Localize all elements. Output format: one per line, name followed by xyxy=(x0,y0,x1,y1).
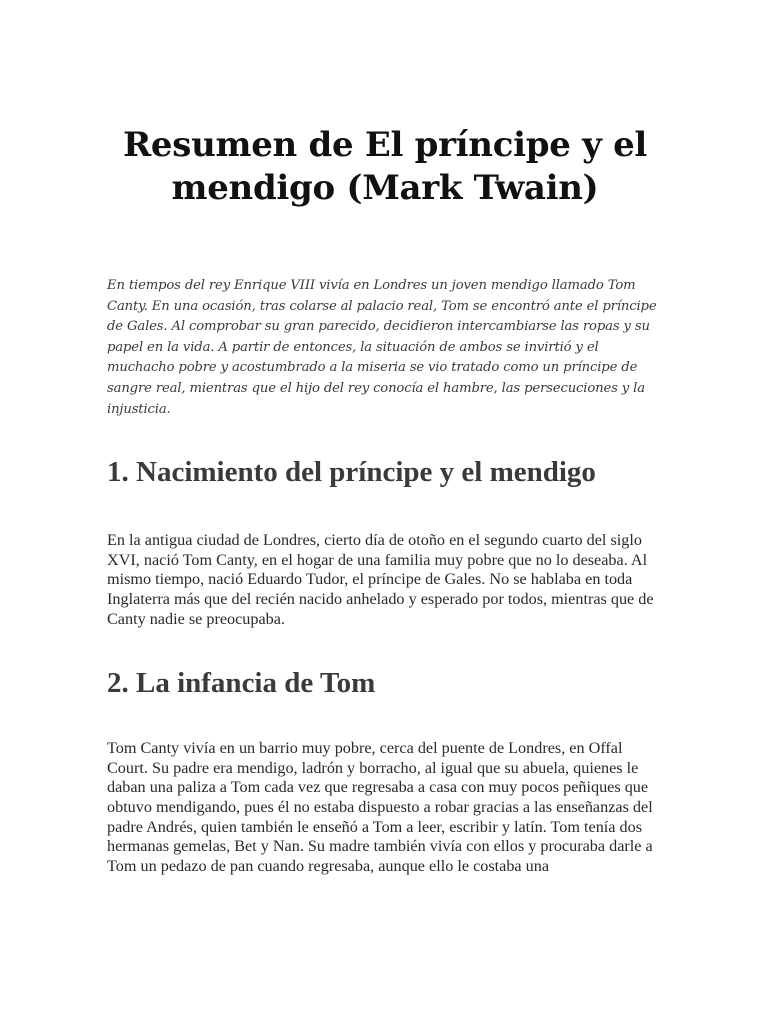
section-heading-childhood: 2. La infancia de Tom xyxy=(107,667,376,700)
section-text-birth: En la antigua ciudad de Londres, cierto día de otoño en el segundo cuarto del siglo XVI, nació Tom Canty, en el hogar de una familia muy pobre que no lo deseaba. Al mismo tiempo, nació Eduardo Tudor, el príncipe de Gales. No se hablaba en toda Inglaterra más que del recién nacido anhelado y esperado por todos, mientras que de Canty nadie se preocupaba. xyxy=(107,531,654,628)
section-text-childhood: Tom Canty vivía en un barrio muy pobre, cerca del puente de Londres, en Offal Court. Su padre era mendigo, ladrón y borracho, al igual que su abuela, quienes le daban una paliza a Tom cada vez que regresaba a casa con muy pocos peñiques que obtuvo mendigando, pues él no estaba dispuesto a robar gracias a las enseñanzas del padre Andrés, quien también le enseñó a Tom a leer, escribir y latín. Tom tenía dos hermanas gemelas, Bet y Nan. Su madre también vivía con ellos y procuraba darle a Tom un pedazo de pan cuando regresaba, aunque ello le costaba una xyxy=(107,739,653,875)
document-page xyxy=(107,124,663,876)
section-heading-birth: 1. Nacimiento del príncipe y el mendigo xyxy=(107,456,596,489)
intro-paragraph: En tiempos del rey Enrique VIII vivía en Londres un joven mendigo llamado Tom Canty. En una ocasión, tras colarse al palacio real, Tom se encontró ante el príncipe de Gales. Al comprobar su gran parecido, decidieron intercambiarse las ropas y su papel en la vida. A partir de entonces, la situación de ambos se invirtió y el muchacho pobre y acostumbrado a la miseria se vio tratado como un príncipe de sangre real, mientras que el hijo del rey conocía el hambre, las persecuciones y la injusticia. xyxy=(107,278,657,417)
document-title: Resumen de El príncipe y el mendigo (Mark Twain) xyxy=(122,125,648,208)
